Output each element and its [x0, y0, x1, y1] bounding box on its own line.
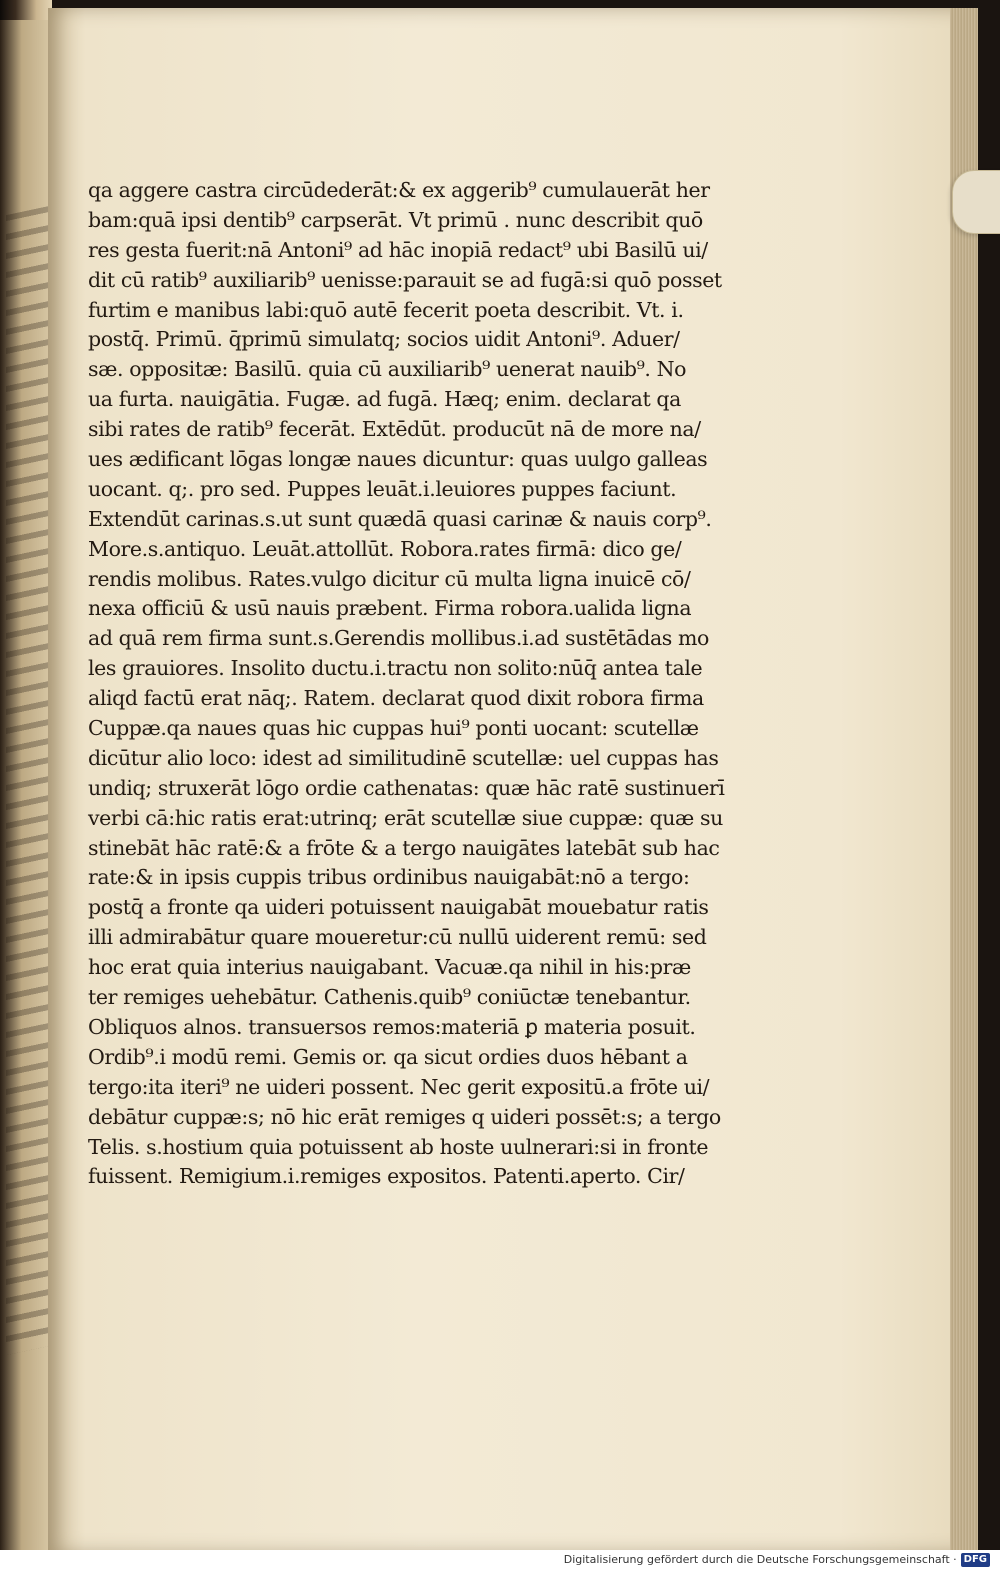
- text-line: illi admirabātur quare moueretur:cū nullū uiderent remū: sed: [88, 925, 707, 950]
- text-line: dicūtur alio loco: idest ad similitudinē scutellæ: uel cuppas has: [88, 745, 719, 770]
- text-line: nexa officiū & usū nauis præbent. Firma robora.ualida ligna: [88, 596, 692, 621]
- text-line: ad quā rem firma sunt.s.Gerendis mollibus.i.ad sustētādas mo: [88, 626, 709, 651]
- text-line: tergo:ita iteri⁹ ne uideri possent. Nec gerit expositū.a frōte ui/: [88, 1074, 710, 1099]
- page-marker-tab: [952, 170, 1000, 234]
- text-line: Telis. s.hostium quia potuissent ab hoste uulnerari:si in fronte: [88, 1134, 709, 1159]
- text-line: hoc erat quia interius nauigabant. Vacuæ.qa nihil in his:præ: [88, 955, 691, 980]
- credit-text: Digitalisierung gefördert durch die Deutsche Forschungsgemeinschaft ·: [563, 1553, 957, 1566]
- facing-page-text-bleed: [6, 205, 54, 1355]
- page-stack-edge: [950, 8, 978, 1568]
- commentary-text: [88, 176, 725, 1192]
- text-line: ues ædificant lōgas longæ naues dicuntur: quas uulgo galleas: [88, 447, 708, 472]
- text-line: debātur cuppæ:s; nō hic erāt remiges q uideri possēt:s; a tergo: [88, 1104, 721, 1129]
- text-line: Extendūt carinas.s.ut sunt quædā quasi carinæ & nauis corp⁹.: [88, 506, 712, 531]
- text-line: More.s.antiquo. Leuāt.attollūt. Robora.rates firmā: dico ge/: [88, 536, 682, 561]
- text-line: aliqd factū erat nāq;. Ratem. declarat quod dixit robora firma: [88, 686, 704, 711]
- text-line: uocant. q;. pro sed. Puppes leuāt.i.leuiores puppes faciunt.: [88, 476, 677, 501]
- text-line: sæ. oppositæ: Basilū. quia cū auxiliarib⁹ uenerat nauib⁹. No: [88, 357, 687, 382]
- text-line: verbi cā:hic ratis erat:utrinq; erāt scutellæ siue cuppæ: quæ su: [88, 805, 723, 830]
- text-line: furtim e manibus labi:quō autē fecerit poeta describit. Vt. i.: [88, 297, 684, 322]
- text-line: ter remiges uehebātur. Cathenis.quib⁹ coniūctæ tenebantur.: [88, 985, 691, 1010]
- text-line: rate:& in ipsis cuppis tribus ordinibus nauigabāt:nō a tergo:: [88, 865, 690, 890]
- text-line: fuissent. Remigium.i.remiges expositos. Patenti.aperto. Cir/: [88, 1164, 685, 1189]
- text-line: postq̄. Primū. q̄primū simulatq; socios uidit Antoni⁹. Aduer/: [88, 327, 680, 352]
- text-line: postq̄ a fronte qa uideri potuissent nauigabāt mouebatur ratis: [88, 895, 709, 920]
- text-line: les grauiores. Insolito ductu.i.tractu non solito:nūq̄ antea tale: [88, 656, 703, 681]
- text-line: res gesta fuerit:nā Antoni⁹ ad hāc inopiā redact⁹ ubi Basilū ui/: [88, 237, 708, 262]
- text-line: Ordib⁹.i modū remi. Gemis or. qa sicut ordies duos hēbant a: [88, 1044, 688, 1069]
- text-line: ua furta. nauigātia. Fugæ. ad fugā. Hæq; enim. declarat qa: [88, 387, 681, 412]
- text-line: Obliquos alnos. transuersos remos:materiā ꝑ materia posuit.: [88, 1014, 696, 1039]
- funding-credit: [564, 1552, 990, 1568]
- text-line: Cuppæ.qa naues quas hic cuppas hui⁹ ponti uocant: scutellæ: [88, 716, 699, 741]
- text-line: qa aggere castra circūdederāt:& ex aggerib⁹ cumulauerāt her: [88, 178, 710, 202]
- text-line: sibi rates de ratib⁹ fecerāt. Extēdūt. producūt nā de more na/: [88, 417, 701, 442]
- dfg-logo: DFG: [961, 1553, 990, 1567]
- text-line: rendis molibus. Rates.vulgo dicitur cū multa ligna inuicē cō/: [88, 566, 691, 591]
- text-line: undiq; struxerāt lōgo ordie cathenatas: quæ hāc ratē sustinuerī: [88, 775, 725, 800]
- text-line: stinebāt hāc ratē:& a frōte & a tergo nauigātes latebāt sub hac: [88, 835, 720, 860]
- text-line: dit cū ratib⁹ auxiliarib⁹ uenisse:parauit se ad fugā:si quō posset: [88, 267, 722, 292]
- text-line: bam:quā ipsi dentib⁹ carpserāt. Vt primū . nunc describit quō: [88, 207, 703, 232]
